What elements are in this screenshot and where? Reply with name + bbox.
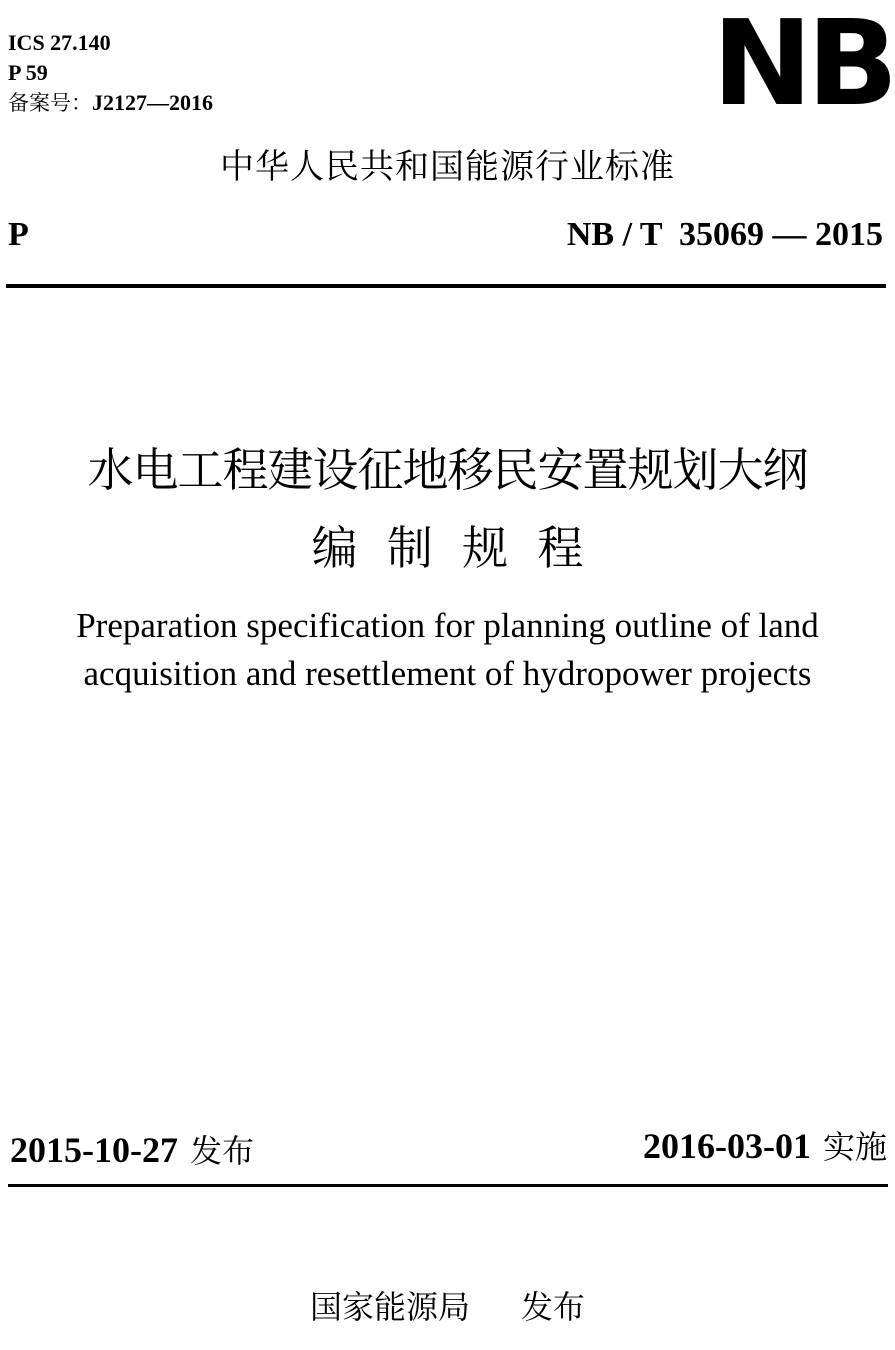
issue-label: 发布 xyxy=(189,1132,254,1170)
title-english-line1: Preparation specification for planning outline of land xyxy=(76,606,819,645)
effective-date-block xyxy=(643,1122,887,1171)
title-english-line2: acquisition and resettlement of hydropower projects xyxy=(83,654,812,693)
title-chinese-line2: 编 制 规 程 xyxy=(311,521,584,575)
standard-type-heading: 中华人民共和国能源行业标准 xyxy=(220,147,675,187)
effective-label: 实施 xyxy=(822,1128,887,1166)
standard-codes xyxy=(8,28,213,118)
issue-date-block xyxy=(10,1126,254,1175)
title-chinese-line1: 水电工程建设征地移民安置规划大纲 xyxy=(87,443,808,497)
publisher-action: 发布 xyxy=(520,1288,585,1326)
classification-code: P 59 xyxy=(8,60,48,85)
publisher-name: 国家能源局 xyxy=(310,1288,471,1326)
issue-date: 2015-10-27 xyxy=(10,1130,178,1170)
top-divider xyxy=(6,284,886,288)
effective-date: 2016-03-01 xyxy=(643,1126,811,1166)
title-english xyxy=(0,602,895,698)
record-number-line xyxy=(8,88,213,118)
bottom-divider xyxy=(8,1184,888,1187)
record-number: J2127—2016 xyxy=(92,90,213,115)
standard-number: NB / T 35069 — 2015 xyxy=(566,216,883,253)
category-letter: P xyxy=(8,216,29,253)
record-label: 备案号： xyxy=(8,91,92,115)
publisher-line xyxy=(0,1284,895,1330)
ics-code: ICS 27.140 xyxy=(8,30,111,55)
nb-logo: NB xyxy=(712,0,893,132)
